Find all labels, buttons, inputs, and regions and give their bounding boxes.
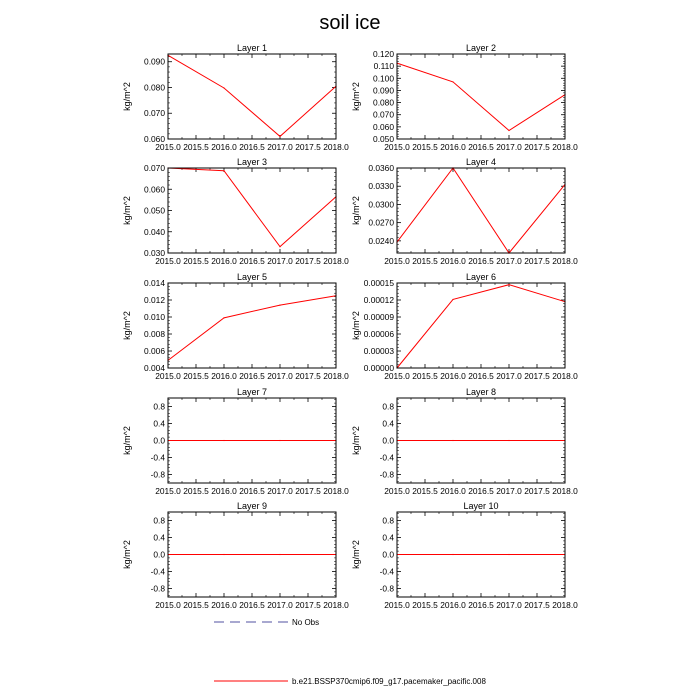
x-tick-label: 2017.5 (524, 142, 550, 152)
y-axis-label: kg/m^2 (351, 311, 361, 340)
x-tick-label: 2017.5 (295, 486, 321, 496)
x-tick-label: 2017.0 (496, 600, 522, 610)
x-tick-label: 2016.5 (468, 256, 494, 266)
chart-panel-9 (122, 501, 349, 610)
y-tick-label: 0.00003 (363, 346, 394, 356)
x-tick-label: 2018.0 (552, 486, 578, 496)
x-tick-label: 2018.0 (323, 600, 349, 610)
plot-frame (168, 168, 336, 253)
series-line (168, 168, 336, 247)
x-tick-label: 2016.5 (239, 486, 265, 496)
data-point (279, 136, 280, 137)
plot-frame (168, 54, 336, 139)
x-tick-label: 2017.0 (496, 371, 522, 381)
x-tick-label: 2016.0 (211, 600, 237, 610)
plot-frame (397, 283, 565, 368)
y-tick-label: 0.110 (373, 61, 394, 72)
y-tick-label: 0.120 (373, 49, 394, 59)
y-tick-label: 0.0270 (368, 217, 394, 228)
x-tick-label: 2015.5 (412, 486, 438, 496)
x-tick-label: 2015.5 (412, 142, 438, 152)
x-tick-label: 2015.5 (412, 371, 438, 381)
y-tick-label: 0.040 (144, 226, 165, 237)
x-tick-label: 2015.5 (183, 256, 209, 266)
panel-title: Layer 10 (463, 501, 499, 511)
x-tick-label: 2015.0 (155, 142, 181, 152)
y-tick-label: 0.8 (382, 401, 394, 412)
y-tick-label: 0.050 (373, 134, 394, 144)
x-tick-label: 2016.0 (440, 256, 466, 266)
x-tick-label: 2017.0 (267, 256, 293, 266)
y-axis-label: kg/m^2 (122, 426, 132, 455)
x-tick-label: 2017.5 (524, 256, 550, 266)
chart-panel-1 (122, 43, 349, 152)
y-tick-label: 0.0300 (368, 199, 394, 210)
panel-title: Layer 8 (465, 387, 497, 397)
series-line (168, 55, 336, 136)
y-tick-label: -0.4 (150, 566, 165, 577)
y-tick-label: 0.8 (153, 401, 165, 412)
data-point (508, 284, 509, 285)
y-tick-label: -0.8 (150, 583, 165, 594)
y-tick-label: 0.060 (144, 184, 165, 195)
x-tick-label: 2016.5 (239, 371, 265, 381)
x-tick-label: 2017.5 (295, 142, 321, 152)
x-tick-label: 2017.0 (267, 486, 293, 496)
data-point (223, 440, 224, 441)
y-tick-label: 0.8 (382, 515, 394, 526)
panel-title: Layer 4 (465, 157, 497, 167)
y-tick-label: -0.4 (379, 452, 394, 463)
y-tick-label: 0.070 (144, 108, 165, 119)
y-tick-label: 0.8 (153, 515, 165, 526)
x-tick-label: 2016.5 (239, 256, 265, 266)
x-tick-label: 2015.0 (384, 256, 410, 266)
x-tick-label: 2015.5 (183, 486, 209, 496)
x-tick-label: 2015.5 (183, 371, 209, 381)
data-point (223, 317, 224, 318)
data-point (452, 554, 453, 555)
y-tick-label: 0.030 (144, 248, 165, 258)
data-point (508, 554, 509, 555)
x-tick-label: 2016.5 (468, 142, 494, 152)
y-tick-label: 0.00006 (363, 329, 394, 339)
data-point (223, 554, 224, 555)
y-tick-label: 0.060 (144, 134, 165, 144)
chart-panel-8 (351, 387, 578, 496)
y-axis-label: kg/m^2 (351, 540, 361, 569)
x-tick-label: 2017.0 (267, 600, 293, 610)
y-tick-label: 0.006 (144, 346, 165, 356)
legend (214, 618, 486, 686)
data-point (452, 81, 453, 82)
x-tick-label: 2016.5 (468, 486, 494, 496)
x-tick-label: 2016.0 (211, 486, 237, 496)
data-point (279, 440, 280, 441)
y-tick-label: 0.0 (153, 549, 165, 560)
legend-label-1: No Obs (292, 618, 320, 627)
y-tick-label: 0.100 (373, 73, 394, 84)
chart-panel-7 (122, 387, 349, 496)
x-tick-label: 2016.0 (211, 142, 237, 152)
y-tick-label: 0.0 (382, 549, 394, 560)
x-tick-label: 2015.0 (155, 256, 181, 266)
data-point (223, 170, 224, 171)
y-axis-label: kg/m^2 (122, 311, 132, 340)
y-tick-label: 0.070 (144, 163, 165, 173)
y-tick-label: 0.070 (373, 109, 394, 120)
x-tick-label: 2017.5 (524, 486, 550, 496)
x-tick-label: 2017.0 (496, 142, 522, 152)
y-tick-label: 0.4 (153, 532, 165, 543)
x-tick-label: 2017.5 (295, 256, 321, 266)
plot-frame (397, 54, 565, 139)
panel-title: Layer 7 (236, 387, 268, 397)
data-point (279, 554, 280, 555)
series-line (397, 168, 565, 253)
y-tick-label: 0.060 (373, 121, 394, 132)
y-tick-label: 0.0360 (368, 163, 394, 173)
x-tick-label: 2015.0 (155, 600, 181, 610)
x-tick-label: 2018.0 (323, 142, 349, 152)
y-tick-label: 0.4 (153, 418, 165, 429)
x-tick-label: 2017.5 (524, 600, 550, 610)
panel-title: Layer 6 (465, 272, 497, 282)
y-axis-label: kg/m^2 (122, 540, 132, 569)
y-axis-label: kg/m^2 (351, 426, 361, 455)
panel-title: Layer 3 (236, 157, 268, 167)
x-tick-label: 2016.0 (211, 371, 237, 381)
x-tick-label: 2016.0 (440, 371, 466, 381)
y-axis-label: kg/m^2 (122, 196, 132, 225)
y-tick-label: -0.8 (379, 469, 394, 480)
y-tick-label: 0.00000 (363, 363, 394, 373)
x-tick-label: 2015.5 (183, 600, 209, 610)
y-tick-label: 0.080 (144, 82, 165, 93)
plot-frame (168, 283, 336, 368)
x-tick-label: 2016.0 (440, 486, 466, 496)
chart-panel-10 (351, 501, 578, 610)
x-tick-label: 2015.0 (384, 371, 410, 381)
chart-panel-5 (122, 272, 349, 381)
x-tick-label: 2015.5 (412, 256, 438, 266)
y-tick-label: 0.0 (382, 435, 394, 446)
y-tick-label: 0.090 (373, 85, 394, 96)
y-tick-label: 0.008 (144, 329, 165, 339)
chart-panel-6 (351, 272, 578, 381)
x-tick-label: 2018.0 (323, 256, 349, 266)
y-tick-label: 0.004 (144, 363, 165, 373)
y-tick-label: 0.00009 (363, 312, 394, 322)
panel-title: Layer 1 (236, 43, 268, 53)
y-tick-label: -0.8 (379, 583, 394, 594)
x-tick-label: 2017.5 (295, 600, 321, 610)
y-axis-label: kg/m^2 (351, 82, 361, 111)
x-tick-label: 2016.5 (468, 371, 494, 381)
data-point (279, 246, 280, 247)
y-tick-label: -0.4 (379, 566, 394, 577)
x-tick-label: 2017.5 (295, 371, 321, 381)
y-tick-label: 0.0330 (368, 181, 394, 192)
chart-panel-2 (351, 43, 578, 152)
x-tick-label: 2017.5 (524, 371, 550, 381)
x-tick-label: 2016.5 (239, 142, 265, 152)
y-tick-label: -0.8 (150, 469, 165, 480)
x-tick-label: 2017.0 (496, 256, 522, 266)
y-tick-label: 0.012 (144, 295, 165, 305)
y-tick-label: 0.00012 (363, 295, 394, 305)
x-tick-label: 2015.0 (155, 486, 181, 496)
y-tick-label: 0.014 (144, 278, 165, 288)
data-point (508, 130, 509, 131)
x-tick-label: 2018.0 (323, 486, 349, 496)
chart-panel-3 (122, 157, 349, 266)
x-tick-label: 2017.0 (267, 142, 293, 152)
x-tick-label: 2015.0 (384, 142, 410, 152)
y-tick-label: 0.00015 (363, 278, 394, 288)
x-tick-label: 2015.5 (412, 600, 438, 610)
x-tick-label: 2018.0 (552, 371, 578, 381)
x-tick-label: 2016.0 (440, 600, 466, 610)
x-tick-label: 2018.0 (552, 256, 578, 266)
x-tick-label: 2016.5 (468, 600, 494, 610)
y-tick-label: 0.010 (144, 312, 165, 322)
panel-title: Layer 9 (236, 501, 268, 511)
x-tick-label: 2015.5 (183, 142, 209, 152)
x-tick-label: 2015.0 (155, 371, 181, 381)
data-point (452, 299, 453, 300)
figure-title: soil ice (319, 12, 381, 34)
chart-panel-4 (351, 157, 578, 266)
y-tick-label: 0.0 (153, 435, 165, 446)
data-point (452, 440, 453, 441)
x-tick-label: 2017.0 (267, 371, 293, 381)
y-tick-label: 0.0240 (368, 235, 394, 246)
y-tick-label: 0.050 (144, 205, 165, 216)
panel-grid (122, 43, 578, 610)
y-axis-label: kg/m^2 (351, 196, 361, 225)
x-tick-label: 2018.0 (552, 142, 578, 152)
x-tick-label: 2017.0 (496, 486, 522, 496)
x-tick-label: 2016.0 (440, 142, 466, 152)
y-axis-label: kg/m^2 (122, 82, 132, 111)
series-line (397, 285, 565, 368)
data-point (223, 87, 224, 88)
x-tick-label: 2015.0 (384, 600, 410, 610)
x-tick-label: 2018.0 (323, 371, 349, 381)
x-tick-label: 2016.5 (239, 600, 265, 610)
series-line (168, 296, 336, 361)
y-tick-label: 0.080 (373, 97, 394, 108)
panel-title: Layer 2 (465, 43, 497, 53)
x-tick-label: 2015.0 (384, 486, 410, 496)
y-tick-label: 0.090 (144, 56, 165, 67)
y-tick-label: 0.4 (382, 532, 394, 543)
y-tick-label: 0.4 (382, 418, 394, 429)
data-point (279, 305, 280, 306)
series-line (397, 63, 565, 130)
y-tick-label: -0.4 (150, 452, 165, 463)
panel-title: Layer 5 (236, 272, 268, 282)
legend-label-2: b.e21.BSSP370cmip6.f09_g17.pacemaker_pacific.008 (292, 677, 486, 686)
x-tick-label: 2018.0 (552, 600, 578, 610)
x-tick-label: 2016.0 (211, 256, 237, 266)
data-point (508, 440, 509, 441)
